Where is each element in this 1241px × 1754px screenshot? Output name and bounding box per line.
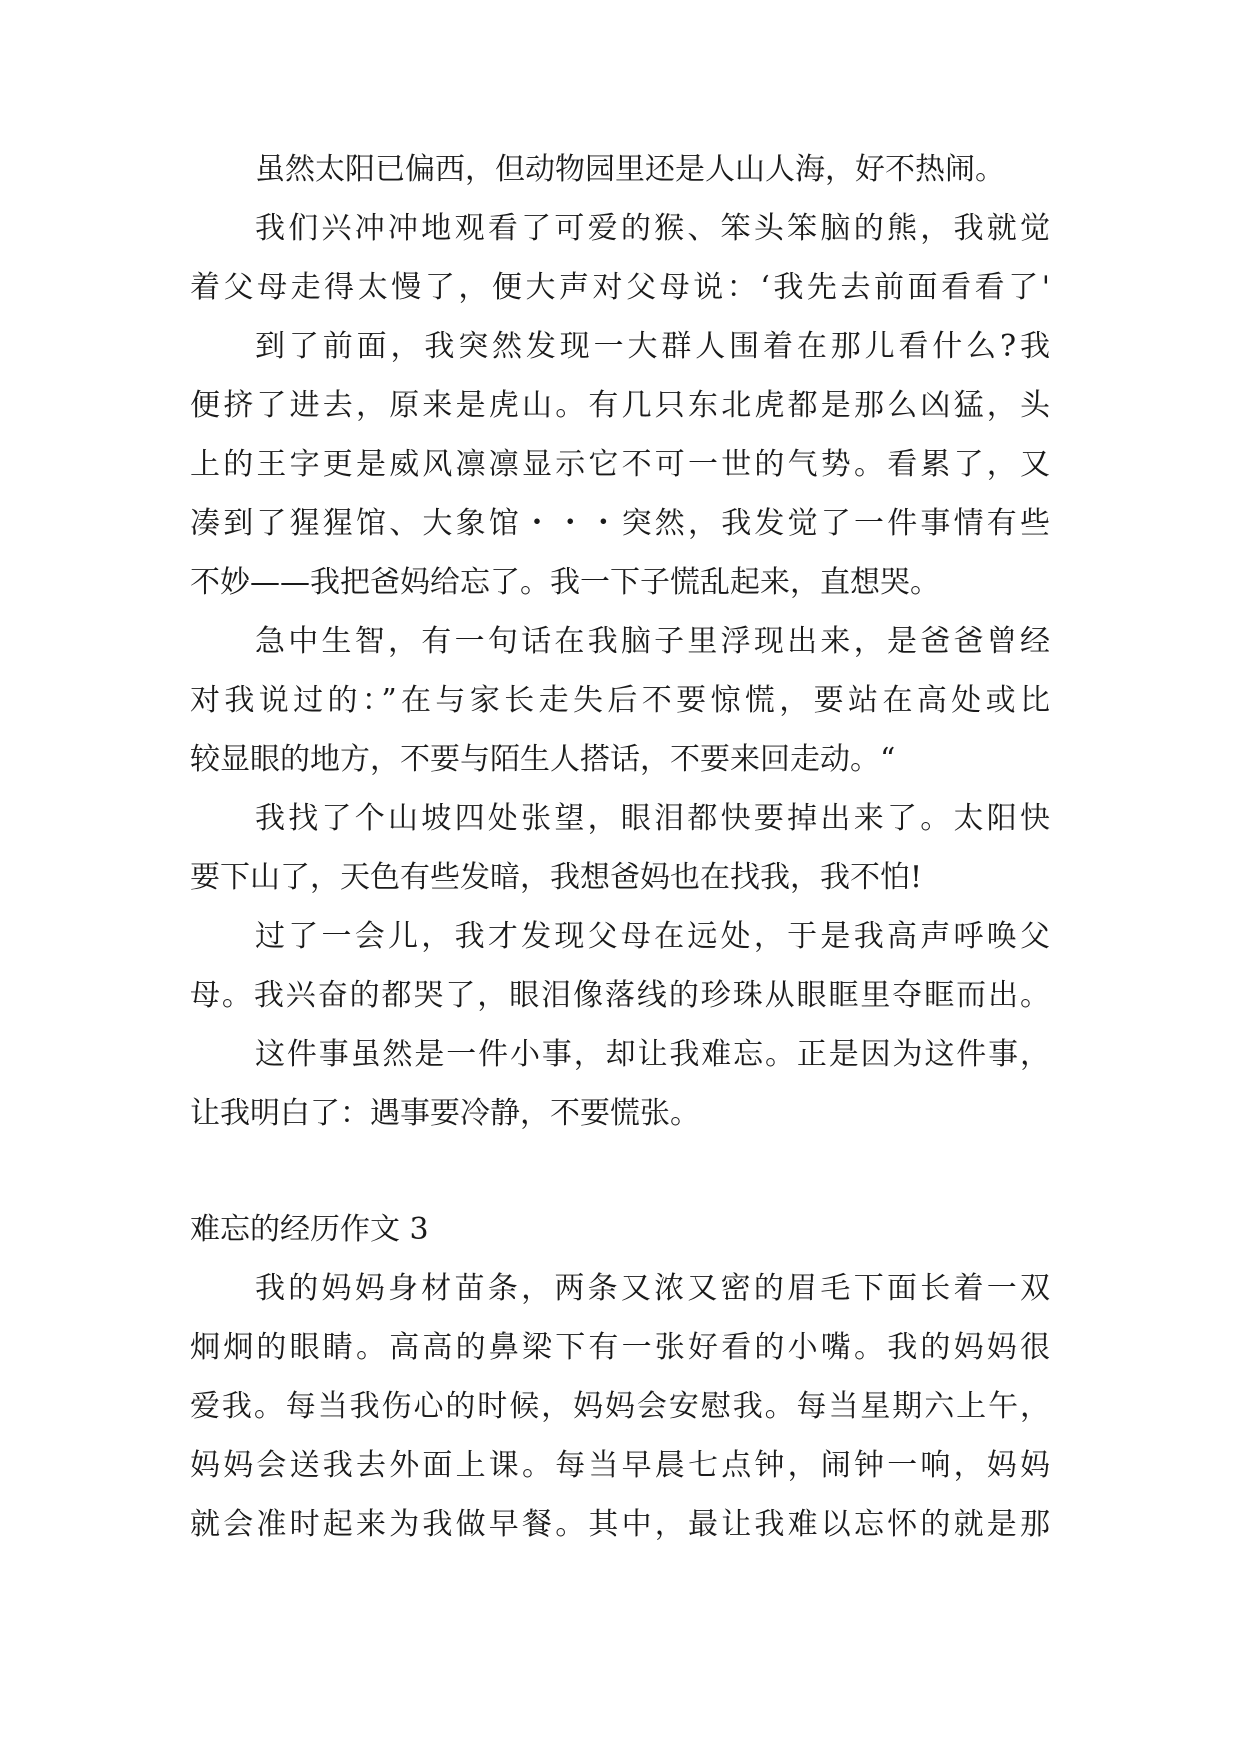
text-line: 我们兴冲冲地观看了可爱的猴、笨头笨脑的熊，我就觉 [255,211,1050,246]
text-line: 急中生智，有一句话在我脑子里浮现出来，是爸爸曾经 [255,624,1050,659]
text-line: 便挤了进去，原来是虎山。有几只东北虎都是那么凶猛，头 [190,388,1050,423]
text-line: 我的妈妈身材苗条，两条又浓又密的眉毛下面长着一双 [255,1271,1050,1306]
text-line: 母。我兴奋的都哭了，眼泪像落线的珍珠从眼眶里夺眶而出。 [190,978,1050,1013]
text-line: 爱我。每当我伤心的时候，妈妈会安慰我。每当星期六上午， [190,1389,1050,1424]
text-line: 着父母走得太慢了，便大声对父母说：‘我先去前面看看了' [190,270,1050,305]
text-line: 这件事虽然是一件小事，却让我难忘。正是因为这件事， [255,1037,1050,1072]
text-line: 对我说过的：”在与家长走失后不要惊慌，要站在高处或比 [190,683,1050,718]
text-line: 到了前面，我突然发现一大群人围着在那儿看什么?我 [255,329,1050,364]
text-line: 我找了个山坡四处张望，眼泪都快要掉出来了。太阳快 [255,801,1050,836]
text-line: 较显眼的地方，不要与陌生人搭话，不要来回走动。“ [190,742,896,777]
text-line: 过了一会儿，我才发现父母在远处，于是我高声呼唤父 [255,919,1050,954]
section-heading: 难忘的经历作文 3 [190,1212,429,1247]
text-line: 不妙——我把爸妈给忘了。我一下子慌乱起来，直想哭。 [190,565,940,600]
text-line: 凑到了猩猩馆、大象馆・・・突然，我发觉了一件事情有些 [190,506,1050,541]
text-line: 妈妈会送我去外面上课。每当早晨七点钟，闹钟一响，妈妈 [190,1448,1050,1483]
text-line: 让我明白了：遇事要冷静，不要慌张。 [190,1096,700,1131]
text-line: 虽然太阳已偏西，但动物园里还是人山人海，好不热闹。 [255,152,1005,187]
text-line: 上的王字更是威风凛凛显示它不可一世的气势。看累了，又 [190,447,1050,482]
text-line: 炯炯的眼睛。高高的鼻梁下有一张好看的小嘴。我的妈妈很 [190,1330,1050,1365]
text-line: 要下山了，天色有些发暗，我想爸妈也在找我，我不怕! [190,860,923,895]
text-line: 就会准时起来为我做早餐。其中，最让我难以忘怀的就是那 [190,1507,1050,1542]
